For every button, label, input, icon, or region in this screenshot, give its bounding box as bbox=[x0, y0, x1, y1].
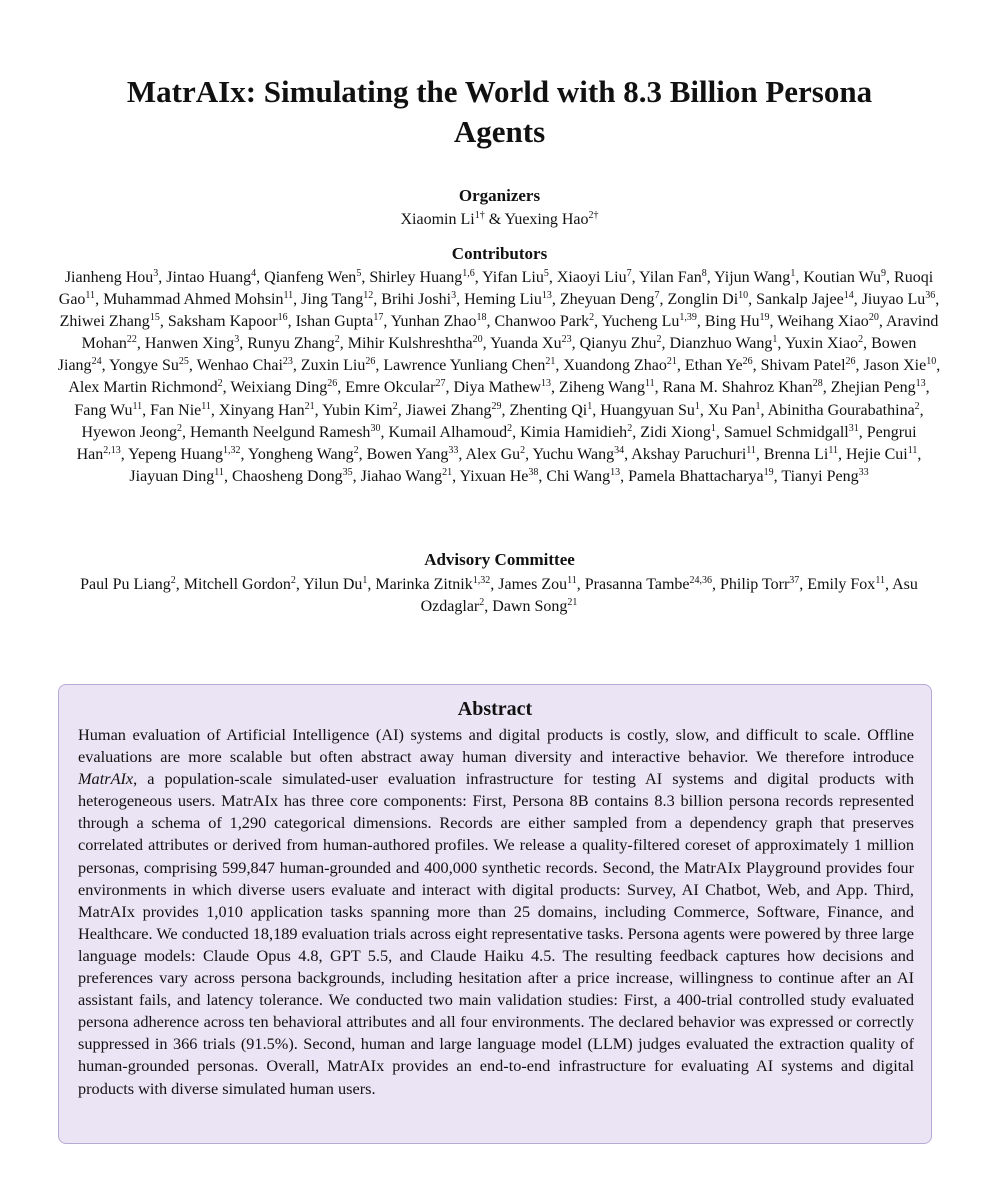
affiliation-marker: 1,39 bbox=[679, 312, 697, 324]
author-name: Sankalp Jajee bbox=[756, 291, 844, 309]
affiliation-marker: 2 bbox=[520, 444, 526, 456]
author-name: Mitchell Gordon bbox=[183, 576, 291, 593]
abstract-text-part-1: Human evaluation of Artificial Intelligence (AI) systems and digital products is costly, slow, and difficult to scale. Offline evaluations are more scalable but often abstract away human diversity and interactive behavior. We therefore introduce bbox=[78, 725, 914, 767]
affiliation-marker: 35 bbox=[342, 466, 353, 478]
affiliation-marker: 19 bbox=[759, 312, 770, 324]
author-name: Yuexing Hao bbox=[504, 211, 589, 228]
affiliation-marker: 21 bbox=[666, 356, 677, 368]
author-name: Fang Wu bbox=[74, 401, 133, 419]
author-name: Alex Martin Richmond bbox=[68, 379, 218, 397]
affiliation-marker: 38 bbox=[528, 466, 539, 478]
affiliation-marker: 29 bbox=[491, 400, 502, 412]
affiliation-marker: 2 bbox=[353, 444, 359, 456]
author-name: Brenna Li bbox=[763, 445, 829, 463]
affiliation-marker: 11 bbox=[567, 575, 577, 586]
contributors-heading: Contributors bbox=[451, 244, 548, 263]
author-name: Shirley Huang bbox=[369, 269, 463, 286]
affiliation-marker: 11 bbox=[875, 575, 885, 586]
affiliation-marker: 20 bbox=[472, 334, 483, 346]
affiliation-marker: 26 bbox=[327, 378, 338, 390]
affiliation-marker: 5 bbox=[543, 268, 549, 279]
affiliation-marker: 36 bbox=[925, 290, 936, 302]
author-name: Yuxin Xiao bbox=[784, 335, 859, 353]
author-name: Qianfeng Wen bbox=[264, 269, 357, 286]
affiliation-marker: 21 bbox=[567, 597, 578, 609]
affiliation-marker: 1 bbox=[755, 400, 761, 412]
author-name: Kumail Alhamoud bbox=[388, 423, 508, 441]
affiliation-marker: 3 bbox=[153, 268, 159, 279]
author-name: Diya Mathew bbox=[453, 379, 541, 397]
affiliation-marker: 17 bbox=[373, 312, 384, 324]
author-name: Prasanna Tambe bbox=[584, 576, 690, 593]
affiliation-marker: 5 bbox=[356, 268, 362, 279]
affiliation-marker: 28 bbox=[812, 378, 823, 390]
author-name: Emily Fox bbox=[807, 576, 876, 593]
author-name: Heming Liu bbox=[464, 291, 542, 309]
author-name: Akshay Paruchuri bbox=[631, 445, 747, 463]
author-name: Rana M. Shahroz Khan bbox=[662, 379, 813, 397]
affiliation-marker: 2 bbox=[177, 422, 183, 434]
affiliation-marker: 20 bbox=[868, 312, 879, 324]
author-name: Muhammad Ahmed Mohsin bbox=[103, 291, 284, 309]
author-name: Abinitha Gourabathina bbox=[767, 401, 915, 419]
affiliation-marker: 7 bbox=[654, 290, 660, 302]
author-name: Ishan Gupta bbox=[295, 313, 374, 331]
affiliation-marker: 30 bbox=[370, 422, 381, 434]
author-name: Zhiwei Zhang bbox=[59, 313, 150, 331]
abstract-body bbox=[78, 724, 914, 1100]
author-name: Jintao Huang bbox=[166, 269, 252, 286]
author-name: Yunhan Zhao bbox=[390, 313, 477, 331]
author-name: Yongheng Wang bbox=[247, 445, 354, 463]
author-name: Xuandong Zhao bbox=[563, 357, 667, 375]
affiliation-marker: 11 bbox=[746, 444, 756, 456]
author-name: Dianzhuo Wang bbox=[669, 335, 773, 353]
author-name: Emre Okcular bbox=[345, 379, 436, 397]
paper-title: MatrAIx: Simulating the World with 8.3 Billion Persona Agents bbox=[126, 74, 873, 149]
author-name: Yubin Kim bbox=[322, 401, 393, 419]
affiliation-marker: 2 bbox=[589, 312, 595, 324]
affiliation-marker: 12 bbox=[363, 290, 374, 302]
author-name: Yucheng Lu bbox=[601, 313, 680, 331]
affiliation-marker: 34 bbox=[614, 444, 625, 456]
affiliation-marker: 23 bbox=[282, 356, 293, 368]
author-name: Zidi Xiong bbox=[640, 423, 711, 441]
affiliation-marker: 2 bbox=[217, 378, 223, 390]
affiliation-marker: 1† bbox=[474, 210, 485, 221]
author-name: Asu Ozdaglar bbox=[420, 576, 918, 616]
affiliation-marker: 19 bbox=[763, 466, 774, 478]
affiliation-marker: 9 bbox=[881, 268, 887, 279]
affiliation-marker: 1 bbox=[772, 334, 778, 346]
affiliation-marker: 33 bbox=[858, 466, 869, 478]
author-name: Marinka Zitnik bbox=[375, 576, 473, 593]
author-name: Chanwoo Park bbox=[494, 313, 590, 331]
author-name: Yilan Fan bbox=[639, 269, 702, 286]
author-name: Zheyuan Deng bbox=[559, 291, 655, 309]
affiliation-marker: 26 bbox=[365, 356, 376, 368]
affiliation-marker: 18 bbox=[476, 312, 487, 324]
affiliation-marker: 24,36 bbox=[689, 575, 713, 586]
affiliation-marker: 1 bbox=[694, 400, 700, 412]
affiliation-marker: 3 bbox=[234, 334, 240, 346]
author-name: Weixiang Ding bbox=[230, 379, 328, 397]
organizers-heading: Organizers bbox=[458, 186, 541, 205]
affiliation-marker: 1 bbox=[710, 422, 716, 434]
author-name: Xinyang Han bbox=[218, 401, 305, 419]
author-name: Saksham Kapoor bbox=[167, 313, 278, 331]
affiliation-marker: 14 bbox=[843, 290, 854, 302]
author-name: Yepeng Huang bbox=[128, 445, 223, 463]
affiliation-marker: 11 bbox=[214, 466, 224, 478]
author-name: Hejie Cui bbox=[845, 445, 908, 463]
abstract-text-part-2: , a population-scale simulated-user evaluation infrastructure for testing AI systems and digital products with heterogeneous users. MatrAIx has three core components: First, Persona 8B contains 8.3 billion persona records represented through a schema of 1,290 categorical dimensions. Records are either sampled from a dependency graph that preserves correlated attributes or derived from human-authored profiles. We release a quality-filtered coreset of approximately 1 million personas, comprising 599,847 human-grounded and 400,000 synthetic records. Second, the MatrAIx Playground provides four environments in which diverse users evaluate and interact with digital products: Survey, AI Chatbot, Web, and App. Third, MatrAIx provides 1,010 application tasks spanning more than 25 domains, including Commerce, Software, Finance, and Healthcare. We conducted 18,189 evaluation trials across eight representative tasks. Persona agents were powered by three large language models: Claude Opus 4.8, GPT 5.5, and Claude Haiku 4.5. The resulting feedback captures how decisions and preferences vary across persona backgrounds, including hesitation after a price increase, willingness to continue after an AI assistant fails, and latency tolerance. We conducted two main validation studies: First, a 400-trial controlled study evaluated persona adherence across ten behavioral attributes and all four environments. The declared behavior was expressed or correctly suppressed in 366 trials (91.5%). Second, human and large language model (LLM) judges evaluated the extraction quality of human-grounded personas. Overall, MatrAIx provides an end-to-end infrastructure for evaluating AI systems and digital products with diverse simulated human users. bbox=[78, 769, 914, 1098]
author-name: Xu Pan bbox=[707, 401, 756, 419]
affiliation-marker: 1,6 bbox=[462, 268, 475, 279]
affiliation-marker: 1,32 bbox=[472, 575, 491, 586]
affiliation-marker: 23 bbox=[561, 334, 572, 346]
affiliation-marker: 11 bbox=[283, 290, 294, 302]
author-name: Paul Pu Liang bbox=[80, 576, 171, 593]
author-name: Ziheng Wang bbox=[559, 379, 645, 397]
affiliation-marker: 26 bbox=[742, 356, 753, 368]
advisory-heading: Advisory Committee bbox=[424, 550, 575, 569]
affiliation-marker: 21 bbox=[545, 356, 556, 368]
author-name: Bowen Yang bbox=[366, 445, 449, 463]
affiliation-marker: 1 bbox=[587, 400, 593, 412]
abstract-system-name: MatrAIx bbox=[78, 769, 134, 789]
author-name: Samuel Schmidgall bbox=[723, 423, 849, 441]
affiliation-marker: 26 bbox=[845, 356, 856, 368]
author-name: Yuchu Wang bbox=[532, 445, 615, 463]
affiliation-marker: 11 bbox=[907, 444, 918, 456]
author-name: Zonglin Di bbox=[667, 291, 739, 309]
affiliation-marker: 31 bbox=[848, 422, 859, 434]
author-name: Runyu Zhang bbox=[247, 335, 335, 353]
affiliation-marker: 13 bbox=[541, 378, 551, 390]
affiliation-marker: 13 bbox=[541, 290, 552, 302]
author-name: Lawrence Yunliang Chen bbox=[383, 357, 546, 375]
author-name: Hanwen Xing bbox=[144, 335, 235, 353]
affiliation-marker: 7 bbox=[626, 268, 632, 279]
author-name: Zuxin Liu bbox=[300, 357, 366, 375]
author-name: Hemanth Neelgund Ramesh bbox=[190, 423, 371, 441]
author-name: Brihi Joshi bbox=[381, 291, 452, 309]
author-name: Koutian Wu bbox=[803, 269, 882, 286]
author-name: Wenhao Chai bbox=[196, 357, 283, 375]
author-name: Shivam Patel bbox=[760, 357, 846, 375]
affiliation-marker: 1,32 bbox=[222, 444, 241, 456]
author-name: Zhejian Peng bbox=[830, 379, 916, 397]
author-name: Ruoqi Gao bbox=[58, 269, 934, 309]
affiliation-marker: 2 bbox=[170, 575, 176, 586]
author-name: Xiaoyi Liu bbox=[556, 269, 627, 286]
affiliation-marker: 10 bbox=[926, 356, 937, 368]
affiliation-marker: 1 bbox=[790, 268, 796, 279]
author-name: Jason Xie bbox=[863, 357, 927, 375]
affiliation-marker: 37 bbox=[789, 575, 800, 586]
affiliation-marker: 25 bbox=[178, 356, 189, 368]
affiliation-marker: 2† bbox=[588, 210, 599, 221]
affiliation-marker: 11 bbox=[132, 400, 143, 412]
author-name: Jing Tang bbox=[301, 291, 364, 309]
affiliation-marker: 2 bbox=[479, 597, 485, 609]
author-name: Jianheng Hou bbox=[64, 269, 154, 286]
affiliation-marker: 4 bbox=[251, 268, 257, 279]
author-name: Alex Gu bbox=[465, 445, 521, 463]
author-name: Dawn Song bbox=[492, 598, 568, 616]
affiliation-marker: 33 bbox=[448, 444, 459, 456]
author-name: Pamela Bhattacharya bbox=[628, 467, 764, 485]
author-name: Hyewon Jeong bbox=[81, 423, 178, 441]
contributors-list: Jianheng Hou$^3$, Jintao Huang$^4$, Qianfeng Wen$^5$, Shirley Huang$^{1,6}$, Yifan Liu$^5$, Xiaoyi Liu$^7$, Yilan Fan$^8$, Yijun Wang$^1$, Koutian Wu$^9$, Ruoqi Gao$^{11}$, Muhammad Ahmed Mohsin$^{11}$, Jing Tang$^{12}$, Brihi Joshi$^3$, Heming Liu$^{13}$, Zheyuan Deng$^7$, Zonglin Di$^{10}$, Sankalp Jajee$^{14}$, Jiuyao Lu$^{36}$, Zhiwei Zhang$^{15}$, Saksham Kapoor$^{16}$, Ishan Gupta$^{17}$, Yunhan Zhao$^{18}$, Chanwoo Park$^2$, Yucheng Lu$^{1,39}$, Bing Hu$^{19}$, Weihang Xiao$^{20}$, Aravind Mohan$^{22}$, Hanwen Xing$^3$, Runyu Zhang$^2$, Mihir Kulshreshtha$^{20}$, Yuanda Xu$^{23}$, Qianyu Zhu$^2$, Dianzhuo Wang$^1$, Yuxin Xiao$^2$, Bowen Jiang$^{24}$, Yongye Su$^{25}$, Wenhao Chai$^{23}$, Zuxin Liu$^{26}$, Lawrence Yunliang Chen$^{21}$, Xuandong Zhao$^{21}$, Ethan Ye$^{26}$, Shivam Patel$^{26}$, Jason Xie$^{10}$, Alex Martin Richmond$^2$, Weixiang Ding$^{26}$, Emre Okcular$^{27}$, Diya Mathew$^{13}$, Ziheng Wang$^{11}$, Rana M. Shahroz Khan$^{28}$, Zhejian Peng$^{13}$, Fang Wu$^{11}$, Fan Nie$^{11}$, Xinyang Han$^{21}$, Yubin Kim$^2$, Jiawei Zhang$^{29}$, Zhenting Qi$^1$, Huangyuan Su$^1$, Xu Pan$^1$, Abinitha Gourabathina$^2$, Hyewon Jeong$^2$, Hemanth Neelgund Ramesh$^{30}$, Kumail Alhamoud$^2$, Kimia Hamidieh$^2$, Zidi Xiong$^1$, Samuel Schmidgall$^{31}$, Pengrui Han$^{2,13}$, Yepeng Huang$^{1,32}$, Yongheng Wang$^2$, Bowen Yang$^{33}$, Alex Gu$^2$, Yuchu Wang$^{34}$, Akshay Paruchuri$^{11}$, Brenna Li$^{11}$, Hejie Cui$^{11}$, Jiayuan Ding$^{11}$, Chaosheng Dong$^{35}$, Jiahao Wang$^{21}$, Yixuan He$^{38}$, Chi Wang$^{13}$, Pamela Bhattacharya$^{19}$, Tianyi Peng$^{33}$ bbox=[57, 268, 941, 485]
author-name: Yixuan He bbox=[459, 467, 529, 485]
affiliation-marker: 2 bbox=[627, 422, 633, 434]
affiliation-marker: 11 bbox=[644, 378, 655, 390]
author-name: Huangyuan Su bbox=[600, 401, 695, 419]
author-name: Pengrui Han bbox=[76, 423, 917, 463]
affiliation-marker: 2 bbox=[507, 422, 513, 434]
author-name: Aravind Mohan bbox=[81, 313, 939, 353]
author-name: James Zou bbox=[498, 576, 568, 593]
affiliation-marker: 3 bbox=[451, 290, 457, 302]
affiliation-marker: 11 bbox=[85, 290, 96, 302]
author-name: Mihir Kulshreshtha bbox=[347, 335, 473, 353]
affiliation-marker: 2 bbox=[392, 400, 398, 412]
affiliation-marker: 2 bbox=[290, 575, 296, 586]
author-name: Jiawei Zhang bbox=[405, 401, 492, 419]
author-name: Chaosheng Dong bbox=[231, 467, 343, 485]
author-name: Tianyi Peng bbox=[781, 467, 859, 485]
author-name: Yuanda Xu bbox=[490, 335, 562, 353]
affiliation-marker: 11 bbox=[828, 444, 838, 456]
abstract-heading: Abstract bbox=[457, 698, 533, 720]
affiliation-marker: 13 bbox=[915, 378, 926, 390]
affiliation-marker: 21 bbox=[442, 466, 453, 478]
author-name: Yijun Wang bbox=[714, 269, 791, 286]
author-name: Jiuyao Lu bbox=[861, 291, 926, 309]
author-name: Yongye Su bbox=[108, 357, 179, 375]
affiliation-marker: 11 bbox=[201, 400, 211, 412]
affiliation-marker: 21 bbox=[304, 400, 315, 412]
affiliation-marker: 1 bbox=[362, 575, 368, 586]
author-name: Philip Torr bbox=[720, 576, 790, 593]
affiliation-marker: 2 bbox=[656, 334, 662, 346]
affiliation-marker: 8 bbox=[701, 268, 707, 279]
author-name: Fan Nie bbox=[150, 401, 202, 419]
affiliation-marker: 10 bbox=[738, 290, 749, 302]
author-name: Jiayuan Ding bbox=[129, 467, 215, 485]
affiliation-marker: 2 bbox=[858, 334, 864, 346]
affiliation-marker: 2,13 bbox=[103, 444, 121, 456]
affiliation-marker: 2 bbox=[914, 400, 920, 412]
author-name: Bing Hu bbox=[704, 313, 760, 331]
author-name: Yifan Liu bbox=[482, 269, 544, 286]
author-name: Yilun Du bbox=[303, 576, 363, 593]
author-name: Ethan Ye bbox=[684, 357, 743, 375]
organizers-list: Xiaomin $Li^{1\dagger}$ & Yuexing Hao$^{2\dagger}$ bbox=[400, 210, 599, 228]
affiliation-marker: 22 bbox=[126, 334, 137, 346]
affiliation-marker: 24 bbox=[91, 356, 102, 368]
author-name: Kimia Hamidieh bbox=[520, 423, 628, 441]
author-name: Bowen Jiang bbox=[57, 335, 917, 375]
author-name: Weihang Xiao bbox=[777, 313, 869, 331]
author-name: Zhenting Qi bbox=[509, 401, 588, 419]
advisory-list: Paul Pu Liang$^2$, Mitchell Gordon$^2$, Yilun Du$^1$, Marinka Zitnik$^{1,32}$, James Zou$^{11}$, Prasanna Tambe$^{24,36}$, Philip Torr$^{37}$, Emily Fox$^{11}$, Asu Ozdaglar$^2$, Dawn Song$^{21}$ bbox=[80, 575, 918, 616]
affiliation-marker: 2 bbox=[334, 334, 340, 346]
author-name: Xiaomin Li bbox=[400, 211, 475, 228]
affiliation-marker: 16 bbox=[277, 312, 288, 324]
author-name: Jiahao Wang bbox=[360, 467, 443, 485]
author-name: Qianyu Zhu bbox=[579, 335, 657, 353]
affiliation-marker: 27 bbox=[435, 378, 446, 390]
affiliation-marker: 13 bbox=[610, 466, 621, 478]
author-name: Chi Wang bbox=[546, 467, 611, 485]
affiliation-marker: 15 bbox=[149, 312, 160, 324]
